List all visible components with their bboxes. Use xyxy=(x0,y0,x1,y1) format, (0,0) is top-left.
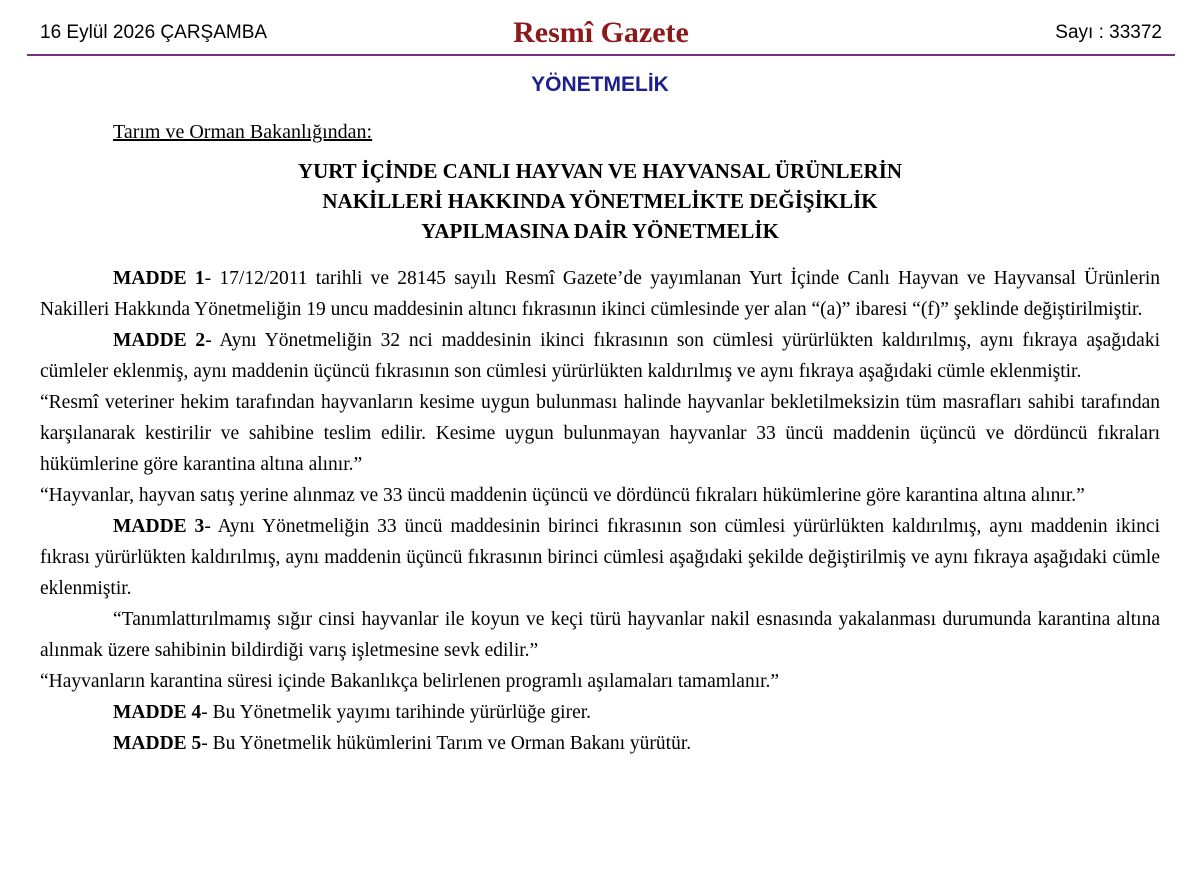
article-label: MADDE 4 xyxy=(113,702,202,723)
quoted-paragraph xyxy=(40,480,1160,511)
article-text: - 17/12/2011 tarihli ve 28145 sayılı Resmî Gazete’de yayımlanan Yurt İçinde Canlı Hayvan ve Hayvansal Ürünlerin Nakilleri Hakkında Yönetmeliğin 19 uncu maddesinin altıncı fıkrasının ikinci cümlesinde yer alan “(a)” ibaresi “(f)” şeklinde değiştirilmiştir. xyxy=(40,268,1160,320)
ministry-name: Tarım ve Orman Bakanlığından: xyxy=(113,121,373,143)
article-1 xyxy=(40,263,1160,325)
article-label: MADDE 5 xyxy=(113,733,202,754)
article-text: - Bu Yönetmelik hükümlerini Tarım ve Orman Bakanı yürütür. xyxy=(201,733,692,754)
regulation-title xyxy=(0,156,1200,246)
page-header xyxy=(27,0,1175,56)
section-title: YÖNETMELİK xyxy=(531,73,669,96)
header-divider xyxy=(27,54,1175,56)
quoted-paragraph xyxy=(40,666,1160,697)
regulation-title-line: YAPILMASINA DAİR YÖNETMELİK xyxy=(421,219,779,243)
article-4 xyxy=(40,697,1160,728)
quote-text: “Resmî veteriner hekim tarafından hayvanların kesime uygun bulunması halinde hayvanlar bekletilmeksizin tüm masrafları sahibi tarafından karşılanarak kestirilir ve sahibine teslim edilir. Kesime uygun bulunmayan hayvanlar 33 üncü maddenin üçüncü ve dördüncü fıkraları hükümlerine göre karantina altına alınır.” xyxy=(40,392,1160,475)
article-5 xyxy=(40,728,1160,759)
publication-date: 16 Eylül 2026 ÇARŞAMBA xyxy=(40,22,268,43)
article-text: - Bu Yönetmelik yayımı tarihinde yürürlüğe girer. xyxy=(201,702,592,723)
regulation-title-line: YURT İÇİNDE CANLI HAYVAN VE HAYVANSAL ÜRÜNLERİN xyxy=(297,159,903,183)
quote-text: “Tanımlattırılmamış sığır cinsi hayvanlar ile koyun ve keçi türü hayvanlar nakil esnasında yakalanması durumunda karantina altına alınmak üzere sahibinin bildirdiği varış işletmesine sevk edilir.” xyxy=(40,609,1160,661)
regulation-title-line: NAKİLLERİ HAKKINDA YÖNETMELİKTE DEĞİŞİKLİK xyxy=(322,189,878,213)
article-label: MADDE 3 xyxy=(113,516,205,537)
article-text: - Aynı Yönetmeliğin 33 üncü maddesinin birinci fıkrasının son cümlesi yürürlükten kaldırılmış, aynı maddenin ikinci fıkrası yürürlükten kaldırılmış, aynı maddenin üçüncü fıkrasının birinci cümlesi aşağıdaki şekilde değiştirilmiş ve aynı fıkraya aşağıdaki cümle eklenmiştir. xyxy=(40,516,1160,599)
quote-text: “Hayvanlar, hayvan satış yerine alınmaz ve 33 üncü maddenin üçüncü ve dördüncü fıkraları hükümlerine göre karantina altına alınır.” xyxy=(40,485,1085,506)
article-3 xyxy=(40,511,1160,604)
regulation-body xyxy=(40,263,1160,759)
quoted-paragraph xyxy=(40,387,1160,480)
article-label: MADDE 1 xyxy=(113,268,205,289)
gazette-title: Resmî Gazete xyxy=(513,16,689,49)
issue-number: Sayı : 33372 xyxy=(1055,22,1162,43)
article-text: - Aynı Yönetmeliğin 32 nci maddesinin ikinci fıkrasının son cümlesi yürürlükten kaldırılmış, aynı fıkraya aşağıdaki cümleler eklenmiş, aynı maddenin üçüncü fıkrasının son cümlesi yürürlükten kaldırılmış ve aynı fıkraya aşağıdaki cümle eklenmiştir. xyxy=(40,330,1160,382)
quoted-paragraph xyxy=(40,604,1160,666)
quote-text: “Hayvanların karantina süresi içinde Bakanlıkça belirlenen programlı aşılamaları tamamlanır.” xyxy=(40,671,780,692)
article-label: MADDE 2 xyxy=(113,330,206,351)
article-2 xyxy=(40,325,1160,387)
